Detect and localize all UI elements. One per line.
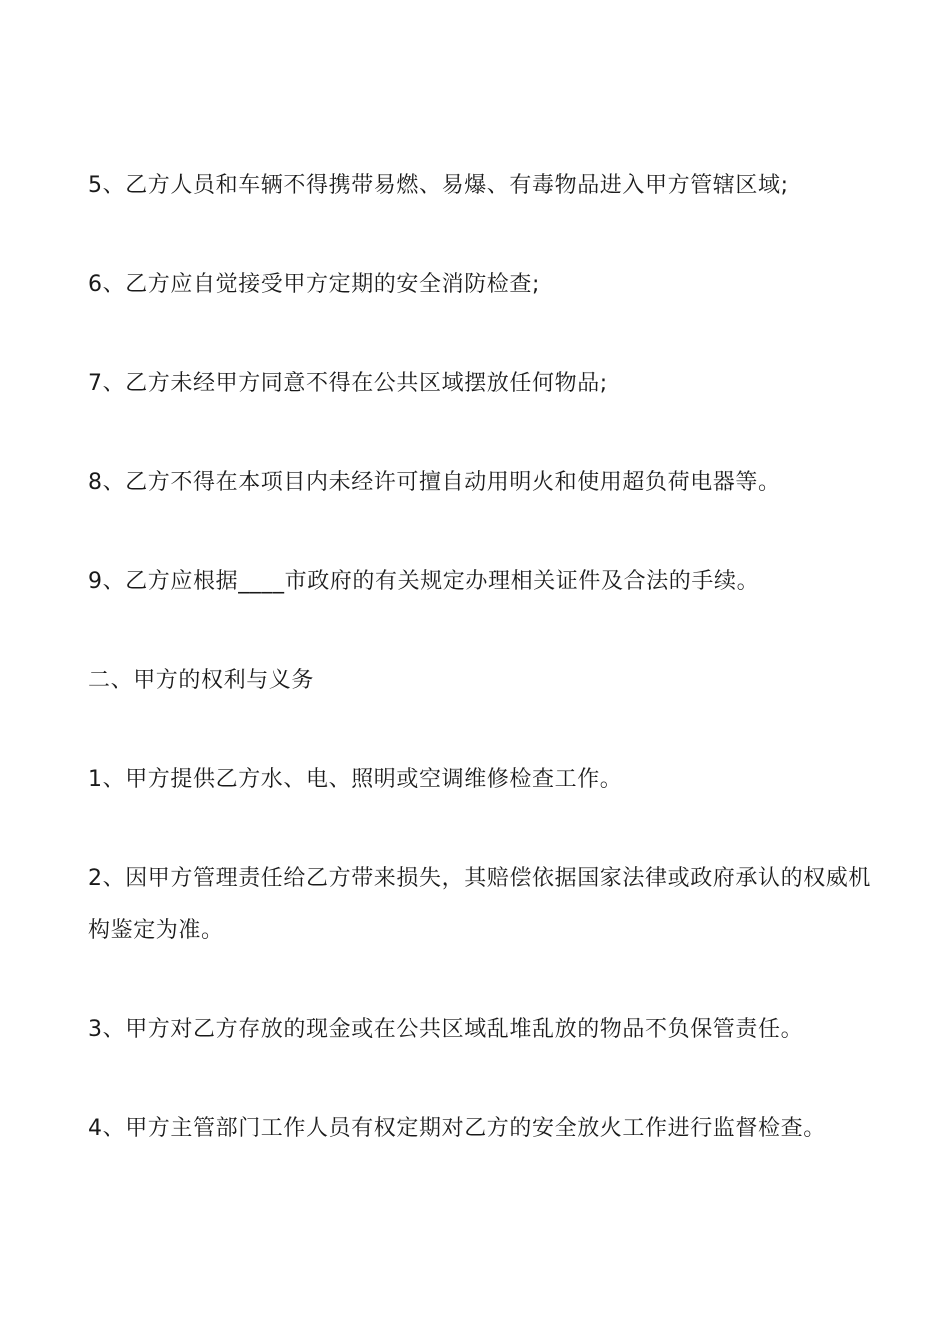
clause-6: 6、乙方应自觉接受甲方定期的安全消防检查; bbox=[88, 272, 541, 297]
clause-9: 9、乙方应根据____市政府的有关规定办理相关证件及合法的手续。 bbox=[88, 569, 760, 594]
clause-7: 7、乙方未经甲方同意不得在公共区域摆放任何物品; bbox=[88, 371, 608, 396]
party-a-clause-1: 1、甲方提供乙方水、电、照明或空调维修检查工作。 bbox=[88, 767, 623, 792]
document-body bbox=[88, 160, 878, 1202]
section-heading: 二、甲方的权利与义务 bbox=[88, 668, 315, 693]
clause-8: 8、乙方不得在本项目内未经许可擅自动用明火和使用超负荷电器等。 bbox=[88, 470, 781, 495]
party-a-clause-3: 3、甲方对乙方存放的现金或在公共区域乱堆乱放的物品不负保管责任。 bbox=[88, 1017, 804, 1042]
clause-5: 5、乙方人员和车辆不得携带易燃、易爆、有毒物品进入甲方管辖区域; bbox=[88, 173, 789, 198]
party-a-clause-4: 4、甲方主管部门工作人员有权定期对乙方的安全放火工作进行监督检查。 bbox=[88, 1116, 826, 1141]
party-a-clause-2: 2、因甲方管理责任给乙方带来损失，其赔偿依据国家法律或政府承认的权威机构鉴定为准。 bbox=[88, 866, 871, 943]
